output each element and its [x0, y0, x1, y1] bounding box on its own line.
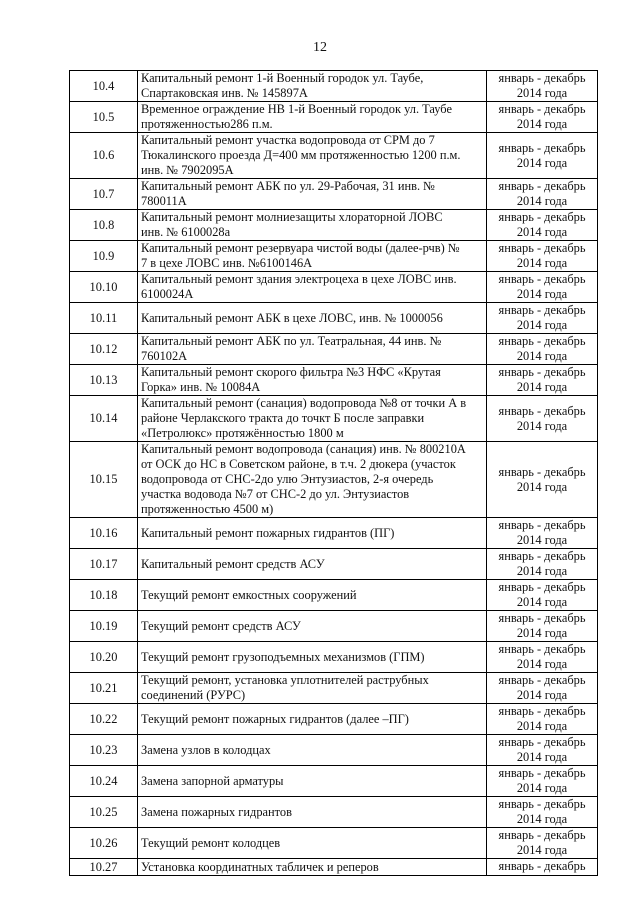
work-description — [138, 210, 487, 241]
table-row — [70, 859, 598, 876]
work-period — [487, 580, 598, 611]
work-description — [138, 442, 487, 518]
work-period — [487, 133, 598, 179]
table-row — [70, 396, 598, 442]
table-row — [70, 133, 598, 179]
table-row — [70, 102, 598, 133]
work-period-line: январь - декабрь — [498, 704, 586, 718]
work-period-line: январь - декабрь — [498, 272, 586, 286]
table-row — [70, 179, 598, 210]
work-description-line: Капитальный ремонт 1-й Военный городок ул. Таубе, — [141, 71, 424, 85]
work-description-line: Капитальный ремонт скорого фильтра №3 НФС «Крутая — [141, 365, 441, 379]
work-period — [487, 179, 598, 210]
table-row — [70, 518, 598, 549]
work-period-line: 2014 года — [516, 287, 568, 301]
work-period — [487, 797, 598, 828]
work-description-line: Замена запорной арматуры — [141, 773, 284, 788]
work-period-line: 2014 года — [516, 194, 568, 208]
work-description — [138, 611, 487, 642]
work-period-line: январь - декабрь — [498, 673, 586, 687]
table-row — [70, 797, 598, 828]
work-period-line: январь - декабрь — [498, 642, 586, 656]
work-period-line: январь - декабрь — [498, 140, 586, 155]
work-period — [487, 859, 598, 876]
item-number: 10.14 — [70, 396, 138, 442]
work-period-line: январь - декабрь — [498, 241, 586, 255]
work-period — [487, 442, 598, 518]
work-period — [487, 828, 598, 859]
work-description-line: Капитальный ремонт пожарных гидрантов (ПГ) — [141, 525, 395, 540]
work-description-line: Спартаковская инв. № 145897А — [141, 86, 308, 100]
item-number: 10.23 — [70, 735, 138, 766]
work-description-line: Текущий ремонт емкостных сооружений — [141, 587, 357, 602]
work-description-line: Капитальный ремонт средств АСУ — [141, 556, 325, 571]
work-description-line: участка водовода №7 от СНС-2 до ул. Энтузиастов — [141, 487, 410, 501]
item-number: 10.18 — [70, 580, 138, 611]
work-description-line: соединений (РУРС) — [141, 688, 246, 702]
work-period-line: январь - декабрь — [498, 303, 586, 317]
table-row — [70, 272, 598, 303]
item-number: 10.20 — [70, 642, 138, 673]
work-period-line: январь - декабрь — [498, 210, 586, 224]
work-description-line: протяженностью286 п.м. — [141, 117, 273, 131]
work-period-line: январь - декабрь — [498, 611, 586, 625]
item-number: 10.8 — [70, 210, 138, 241]
table-row — [70, 71, 598, 102]
work-period — [487, 518, 598, 549]
table-row — [70, 241, 598, 272]
work-period-line: 2014 года — [516, 479, 568, 494]
work-period-line: 2014 года — [516, 380, 568, 394]
work-period-line: 2014 года — [516, 533, 568, 547]
work-period-line: январь - декабрь — [498, 464, 586, 479]
work-period-line: январь - декабрь — [498, 828, 586, 842]
work-description — [138, 580, 487, 611]
work-period — [487, 272, 598, 303]
work-description-line: 6100024А — [141, 287, 194, 301]
item-number: 10.10 — [70, 272, 138, 303]
item-number: 10.6 — [70, 133, 138, 179]
work-description-line: Капитальный ремонт АБК в цехе ЛОВС, инв. № 1000056 — [141, 310, 443, 325]
page-number: 12 — [313, 40, 327, 55]
work-description-line: 780011А — [141, 194, 187, 208]
item-number: 10.21 — [70, 673, 138, 704]
work-period-line: январь - декабрь — [498, 859, 586, 873]
work-description-line: Горка» инв. № 10084А — [141, 380, 261, 394]
work-period — [487, 102, 598, 133]
work-period — [487, 766, 598, 797]
work-description — [138, 642, 487, 673]
work-description-line: Капитальный ремонт здания электроцеха в цехе ЛОВС инв. — [141, 272, 457, 286]
work-period-line: январь - декабрь — [498, 797, 586, 811]
work-period — [487, 642, 598, 673]
work-description — [138, 704, 487, 735]
work-period-line: январь - декабрь — [498, 179, 586, 193]
table-row — [70, 611, 598, 642]
item-number: 10.11 — [70, 303, 138, 334]
work-period-line: 2014 года — [516, 688, 568, 702]
table-row — [70, 735, 598, 766]
work-period-line: январь - декабрь — [498, 334, 586, 348]
work-period — [487, 71, 598, 102]
work-description — [138, 673, 487, 704]
work-period — [487, 735, 598, 766]
item-number: 10.27 — [70, 859, 138, 876]
work-description-line: протяженностью 4500 м) — [141, 502, 274, 516]
work-description-line: Замена узлов в колодцах — [141, 742, 271, 757]
work-description — [138, 303, 487, 334]
table-row — [70, 549, 598, 580]
work-period-line: январь - декабрь — [498, 102, 586, 116]
table-row — [70, 210, 598, 241]
work-description-line: Замена пожарных гидрантов — [141, 804, 292, 819]
work-description — [138, 518, 487, 549]
work-period-line: 2014 года — [516, 117, 568, 131]
work-period-line: 2014 года — [516, 719, 568, 733]
item-number: 10.22 — [70, 704, 138, 735]
work-description-line: 760102А — [141, 349, 188, 363]
work-description — [138, 396, 487, 442]
item-number: 10.13 — [70, 365, 138, 396]
work-period-line: 2014 года — [516, 781, 568, 795]
work-period-line: 2014 года — [516, 225, 568, 239]
work-period — [487, 611, 598, 642]
work-period-line: 2014 года — [516, 626, 568, 640]
item-number: 10.12 — [70, 334, 138, 365]
work-period-line: 2014 года — [516, 657, 568, 671]
work-period-line: январь - декабрь — [498, 71, 586, 85]
table-row — [70, 828, 598, 859]
work-description — [138, 241, 487, 272]
table-row — [70, 365, 598, 396]
work-period-line: 2014 года — [516, 595, 568, 609]
table-row — [70, 766, 598, 797]
work-period-line: 2014 года — [516, 418, 568, 433]
work-period — [487, 549, 598, 580]
work-description — [138, 334, 487, 365]
work-description — [138, 365, 487, 396]
work-period-line: 2014 года — [516, 812, 568, 826]
work-description — [138, 549, 487, 580]
work-period-line: 2014 года — [516, 86, 568, 100]
work-description-line: Капитальный ремонт участка водопровода от СРМ до 7 — [141, 133, 435, 147]
work-description-line: Текущий ремонт колодцев — [141, 835, 281, 850]
work-description-line: Капитальный ремонт АБК по ул. 29-Рабочая, 31 инв. № — [141, 179, 435, 193]
work-period — [487, 673, 598, 704]
work-description-line: Установка координатных табличек и реперов — [141, 859, 379, 874]
work-plan-table — [69, 70, 598, 876]
work-plan-table-body — [70, 71, 598, 876]
work-period-line: январь - декабрь — [498, 365, 586, 379]
table-row — [70, 442, 598, 518]
work-description — [138, 71, 487, 102]
item-number: 10.15 — [70, 442, 138, 518]
work-description-line: Текущий ремонт грузоподъемных механизмов (ГПМ) — [141, 649, 425, 664]
work-period — [487, 334, 598, 365]
item-number: 10.25 — [70, 797, 138, 828]
table-row — [70, 642, 598, 673]
item-number: 10.5 — [70, 102, 138, 133]
work-description-line: Капитальный ремонт АБК по ул. Театральная, 44 инв. № — [141, 334, 442, 348]
work-description-line: водопровода от СНС-2до улю Энтузиастов, 2-я очередь — [141, 472, 434, 486]
work-period-line: 2014 года — [516, 155, 568, 170]
work-period-line: 2014 года — [516, 318, 568, 332]
work-period-line: январь - декабрь — [498, 735, 586, 749]
work-description-line: Текущий ремонт средств АСУ — [141, 618, 301, 633]
work-description-line: Текущий ремонт, установка уплотнителей раструбных — [141, 673, 429, 687]
work-description-line: Капитальный ремонт водопровода (санация) инв. № 800210А — [141, 442, 466, 456]
work-period-line: 2014 года — [516, 349, 568, 363]
item-number: 10.26 — [70, 828, 138, 859]
work-description — [138, 133, 487, 179]
item-number: 10.24 — [70, 766, 138, 797]
table-row — [70, 704, 598, 735]
work-description-line: Текущий ремонт пожарных гидрантов (далее –ПГ) — [141, 711, 409, 726]
work-description — [138, 102, 487, 133]
work-period — [487, 210, 598, 241]
work-period — [487, 241, 598, 272]
work-period-line: январь - декабрь — [498, 580, 586, 594]
item-number: 10.16 — [70, 518, 138, 549]
work-description — [138, 179, 487, 210]
item-number: 10.7 — [70, 179, 138, 210]
work-period — [487, 704, 598, 735]
work-period-line: январь - декабрь — [498, 518, 586, 532]
work-period-line: январь - декабрь — [498, 403, 586, 418]
work-description-line: «Петролюкс» протяжённостью 1800 м — [141, 426, 344, 440]
table-row — [70, 334, 598, 365]
item-number: 10.4 — [70, 71, 138, 102]
work-period — [487, 303, 598, 334]
work-description — [138, 735, 487, 766]
work-description — [138, 272, 487, 303]
work-description-line: Тюкалинского проезда Д=400 мм протяженностью 1200 п.м. — [141, 148, 461, 162]
work-period-line: январь - декабрь — [498, 766, 586, 780]
table-row — [70, 673, 598, 704]
work-description-line: инв. № 6100028а — [141, 225, 231, 239]
item-number: 10.19 — [70, 611, 138, 642]
work-description-line: от ОСК до НС в Советском районе, в т.ч. 2 дюкера (участок — [141, 457, 456, 471]
work-description-line: 7 в цехе ЛОВС инв. №6100146А — [141, 256, 313, 270]
work-description-line: инв. № 7902095А — [141, 163, 234, 177]
work-period-line: 2014 года — [516, 843, 568, 857]
table-row — [70, 303, 598, 334]
work-period-line: январь - декабрь — [498, 549, 586, 563]
work-period-line: 2014 года — [516, 564, 568, 578]
work-description-line: Капитальный ремонт молниезащиты хлораторной ЛОВС — [141, 210, 443, 224]
work-period — [487, 396, 598, 442]
work-description-line: Капитальный ремонт (санация) водопровода №8 от точки А в — [141, 396, 467, 410]
work-description — [138, 859, 487, 876]
work-period — [487, 365, 598, 396]
work-description-line: Временное ограждение НВ 1-й Военный городок ул. Таубе — [141, 102, 452, 116]
work-period-line: 2014 года — [516, 256, 568, 270]
work-description — [138, 797, 487, 828]
work-description — [138, 828, 487, 859]
work-description-line: Капитальный ремонт резервуара чистой воды (далее-рчв) № — [141, 241, 460, 255]
table-row — [70, 580, 598, 611]
work-period-line: 2014 года — [516, 750, 568, 764]
work-description-line: районе Черлакского тракта до точкт Б после заправки — [141, 411, 425, 425]
item-number: 10.9 — [70, 241, 138, 272]
item-number: 10.17 — [70, 549, 138, 580]
work-description — [138, 766, 487, 797]
